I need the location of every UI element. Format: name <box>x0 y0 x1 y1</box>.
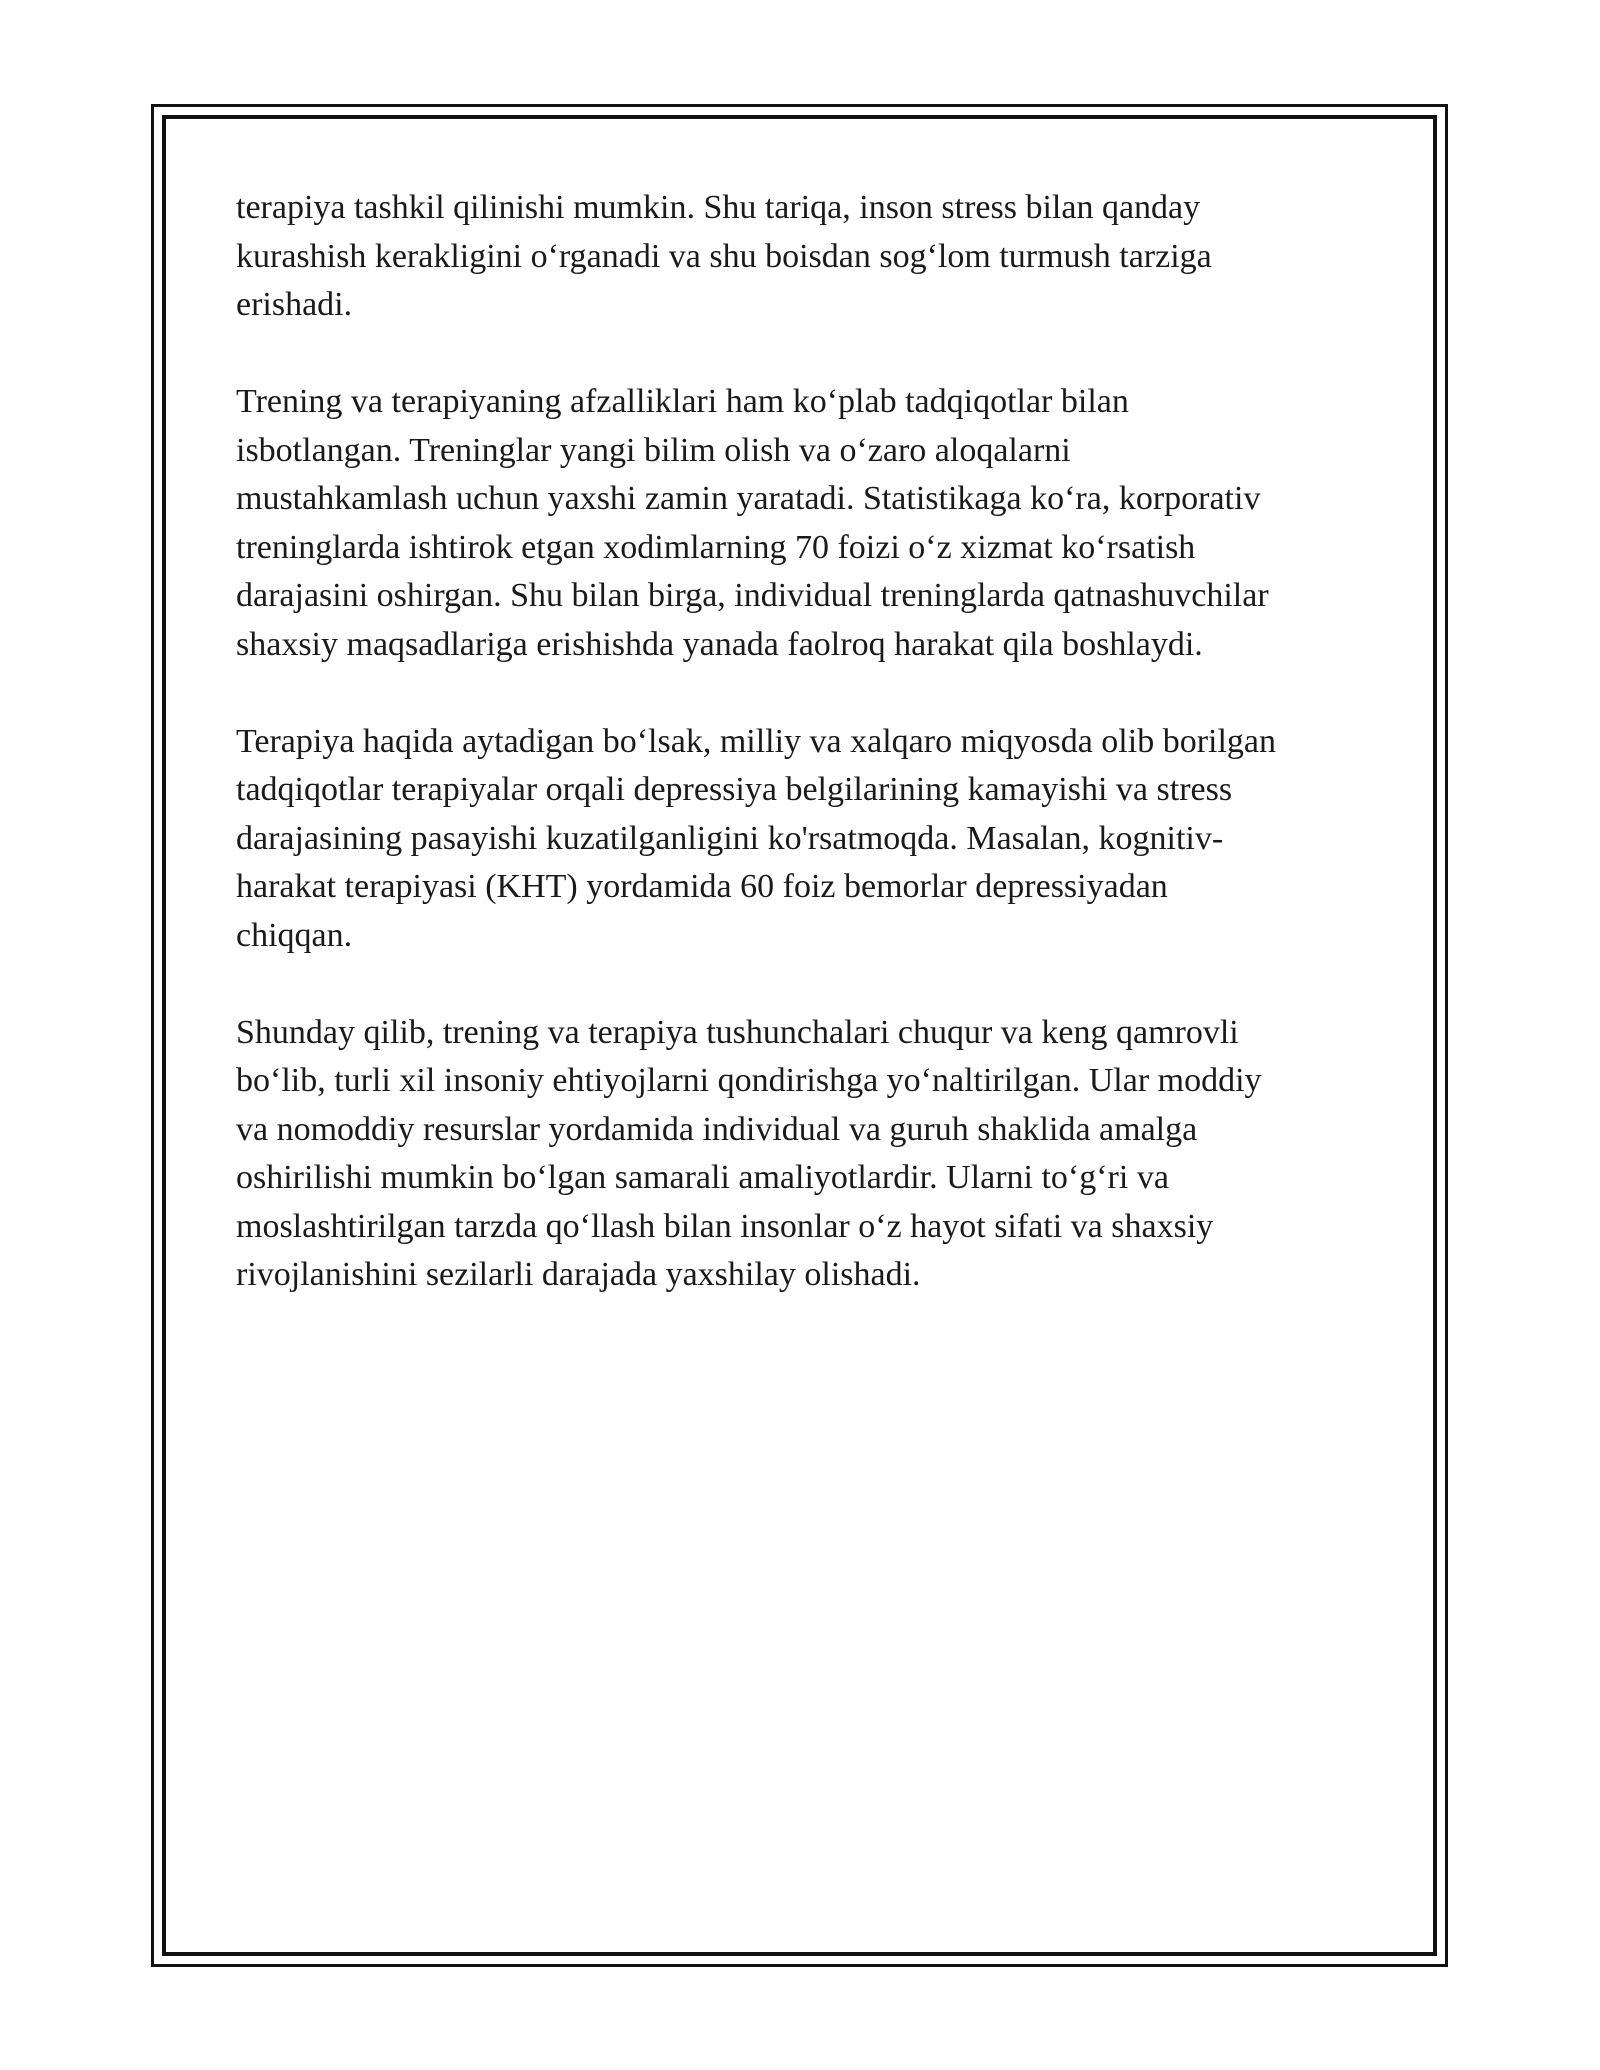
text-line: shaxsiy maqsadlariga erishishda yanada faolroq harakat qila boshlaydi. <box>236 625 1203 663</box>
text-line: rivojlanishini sezilarli darajada yaxshilay olishadi. <box>236 1256 921 1293</box>
text-line: chiqqan. <box>236 916 353 954</box>
paragraph <box>236 1009 1376 1300</box>
text-line: harakat terapiyasi (KHT) yordamida 60 foiz bemorlar depressiyadan <box>236 868 1168 905</box>
text-line: erishadi. <box>236 286 353 323</box>
text-line: Terapiya haqida aytadigan bo‘lsak, milliy va xalqaro miqyosda olib borilgan <box>236 722 1277 760</box>
document-body <box>236 184 1376 1348</box>
text-line: bo‘lib, turli xil insoniy ehtiyojlarni qondirishga yo‘naltirilgan. Ular moddiy <box>236 1062 1262 1099</box>
text-line: treninglarda ishtirok etgan xodimlarning 70 foizi o‘z xizmat ko‘rsatish <box>236 528 1196 566</box>
text-line: terapiya tashkil qilinishi mumkin. Shu tariqa, inson stress bilan qanday <box>236 189 1201 226</box>
text-line: kurashish kerakligini o‘rganadi va shu boisdan sog‘lom turmush tarziga <box>236 237 1212 275</box>
text-line: mustahkamlash uchun yaxshi zamin yaratadi. Statistikaga ko‘ra, korporativ <box>236 480 1261 517</box>
paragraph <box>236 184 1376 330</box>
text-line: darajasini oshirgan. Shu bilan birga, individual treninglarda qatnashuvchilar <box>236 577 1269 614</box>
paragraph <box>236 718 1376 961</box>
paragraph <box>236 378 1376 669</box>
text-line: moslashtirilgan tarzda qo‘llash bilan insonlar o‘z hayot sifati va shaxsiy <box>236 1207 1214 1245</box>
text-line: tadqiqotlar terapiyalar orqali depressiya belgilarining kamayishi va stress <box>236 771 1233 808</box>
text-line: va nomoddiy resurslar yordamida individual va guruh shaklida amalga <box>236 1110 1198 1148</box>
text-line: oshirilishi mumkin bo‘lgan samarali amaliyotlardir. Ularni to‘g‘ri va <box>236 1159 1169 1196</box>
text-line: Shunday qilib, trening va terapiya tushunchalari chuqur va keng qamrovli <box>236 1013 1239 1051</box>
text-line: darajasining pasayishi kuzatilganligini ko'rsatmoqda. Masalan, kognitiv- <box>236 819 1224 857</box>
text-line: isbotlangan. Treninglar yangi bilim olish va o‘zaro aloqalarni <box>236 431 1071 469</box>
text-line: Trening va terapiyaning afzalliklari ham ko‘plab tadqiqotlar bilan <box>236 383 1129 420</box>
